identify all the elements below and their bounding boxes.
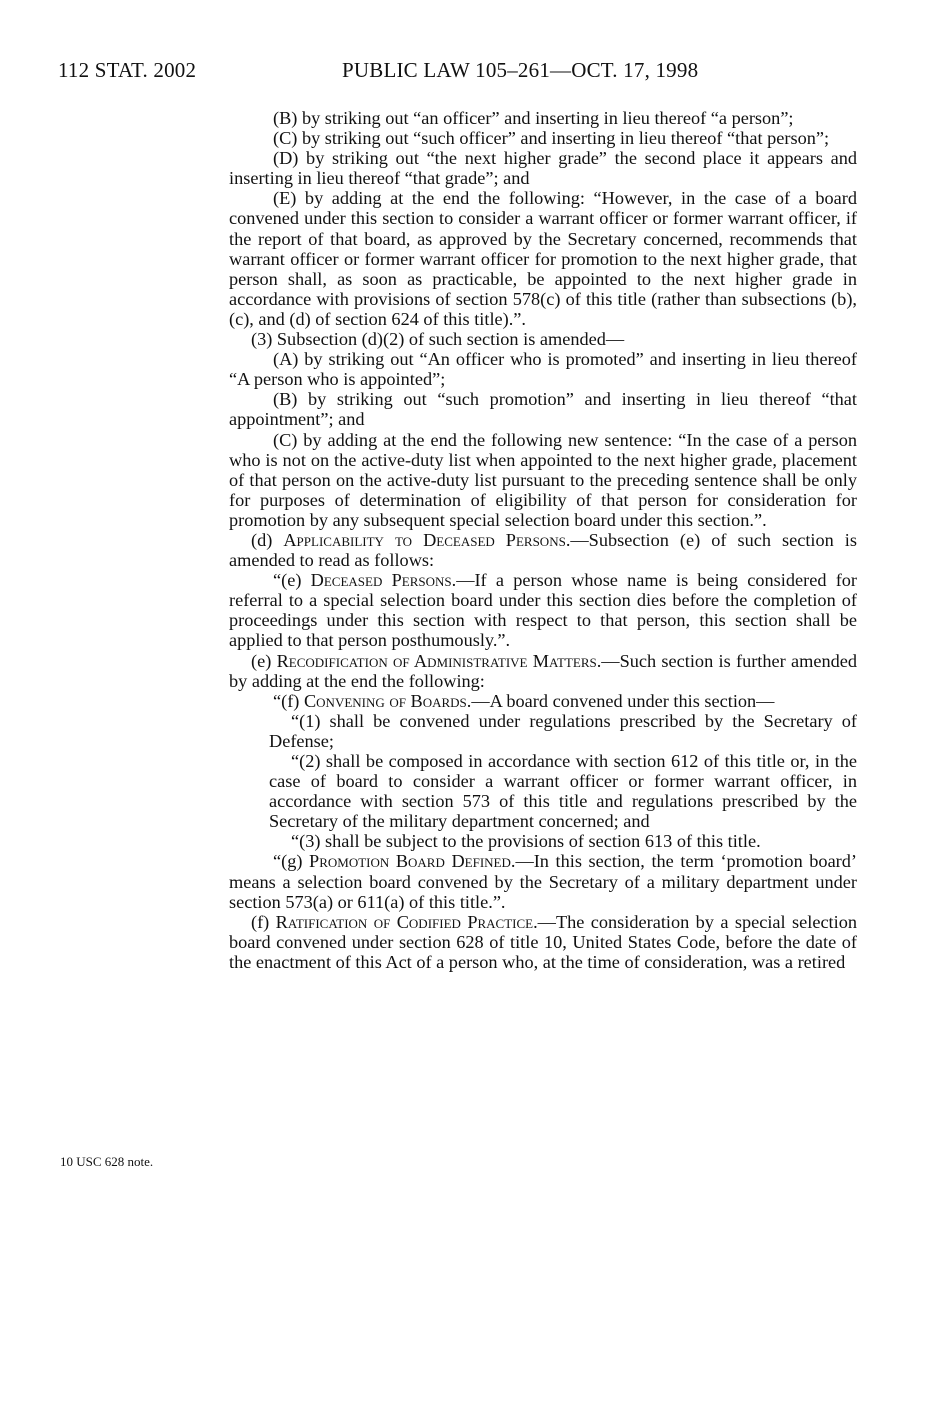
subsection-text: —Subsection (e) of such section is amended to read as follows: (229, 529, 857, 571)
statute-page-number: 112 STAT. 2002 (58, 58, 197, 82)
subsection-text: —A board convened under this section— (471, 690, 775, 711)
quoted-subsection-f (229, 691, 857, 711)
subsection-heading: Convening of Boards. (303, 690, 472, 711)
law-text-body (229, 108, 857, 972)
paragraph-d-next-higher-grade: (D) by striking out “the next higher grade” the second place it appears and inserting in lieu thereof “that grade”; and (229, 148, 857, 189)
subsection-d-deceased-persons (229, 530, 857, 570)
paragraph-f2: “(2) shall be composed in accordance with section 612 of this title or, in the case of board to consider a warrant officer or former warrant officer, in accordance with section 573 of this title and regulations prescribed by the Secretary of the military department concerned; and (269, 751, 857, 832)
paragraph-c-new-sentence: (C) by adding at the end the following new sentence: “In the case of a person who is not on the active-duty list when appointed to the next higher grade, placement of that person on the active-duty list pursuant to the preceding sentence shall be only for purposes of determination of eligibility of that person for consideration for promotion by any subsequent special selection board under this section.”. (229, 429, 857, 530)
subsection-number: “(g) (273, 851, 303, 872)
subsection-number: “(e) (273, 570, 302, 591)
subsection-number: “(f) (273, 690, 300, 711)
subsection-text: —In this section, the term ‘promotion board’ means a selection board convened by the Secretary of a military department under section 573(a) or 611(a) of this title.”. (229, 851, 857, 912)
paragraph-f1: “(1) shall be convened under regulations prescribed by the Secretary of Defense; (269, 710, 857, 751)
subsection-number: (e) (251, 650, 272, 671)
paragraph-a-officer-promoted: (A) by striking out “An officer who is promoted” and inserting in lieu thereof “A person who is appointed”; (229, 349, 857, 390)
page-header (58, 58, 858, 90)
subsection-text: —If a person whose name is being considered for referral to a special selection board under this section dies before the completion of proceedings under this section with respect to that person, this section shall be applied to that person posthumously.”. (229, 570, 858, 651)
paragraph-b-an-officer: (B) by striking out “an officer” and inserting in lieu thereof “a person”; (273, 108, 794, 128)
subsection-e-recodification (229, 651, 857, 691)
margin-note: 10 USC 628 note. (60, 1154, 154, 1169)
subsection-heading: Applicability to Deceased Persons. (283, 529, 571, 550)
subsection-text: —Such section is further amended by adding at the end the following: (229, 650, 857, 691)
subsection-text: —The consideration by a special selection board convened under section 628 of title 10, United States Code, before the date of the enactment of this Act of a person who, at the time of consideration, was a retired (229, 911, 857, 972)
subsection-number: (d) (251, 529, 273, 550)
public-law-citation: PUBLIC LAW 105–261—OCT. 17, 1998 (342, 58, 699, 82)
subsection-heading: Recodification of Administrative Matters. (276, 650, 602, 671)
quoted-subsection-g (229, 851, 857, 911)
paragraph-b-such-promotion: (B) by striking out “such promotion” and inserting in lieu thereof “that appointment”; and (229, 389, 857, 430)
subsection-number: (f) (251, 911, 270, 932)
subsection-f-ratification (229, 912, 857, 972)
paragraph-e-warrant-officer: (E) by adding at the end the following: “However, in the case of a board convened under this section to consider a warrant officer or former warrant officer, if the report of that board, as approved by the Secretary concerned, recommends that warrant officer or former warrant officer for promotion to the next higher grade, that person shall, as soon as practicable, be appointed to the next higher grade in accordance with provisions of section 578(c) of this title (rather than subsections (b), (c), and (d) of section 624 of this title).”. (229, 188, 857, 329)
subsection-heading: Ratification of Codified Practice. (275, 911, 538, 932)
subsection-heading: Promotion Board Defined. (309, 851, 516, 872)
paragraph-subsection-d2: (3) Subsection (d)(2) of such section is amended— (251, 329, 625, 350)
paragraph-c-such-officer: (C) by striking out “such officer” and inserting in lieu thereof “that person”; (273, 128, 830, 149)
subsection-heading: Deceased Persons. (310, 570, 457, 591)
quoted-subsection-e (229, 570, 857, 650)
paragraph-f3: “(3) shall be subject to the provisions of section 613 of this title. (291, 831, 761, 852)
